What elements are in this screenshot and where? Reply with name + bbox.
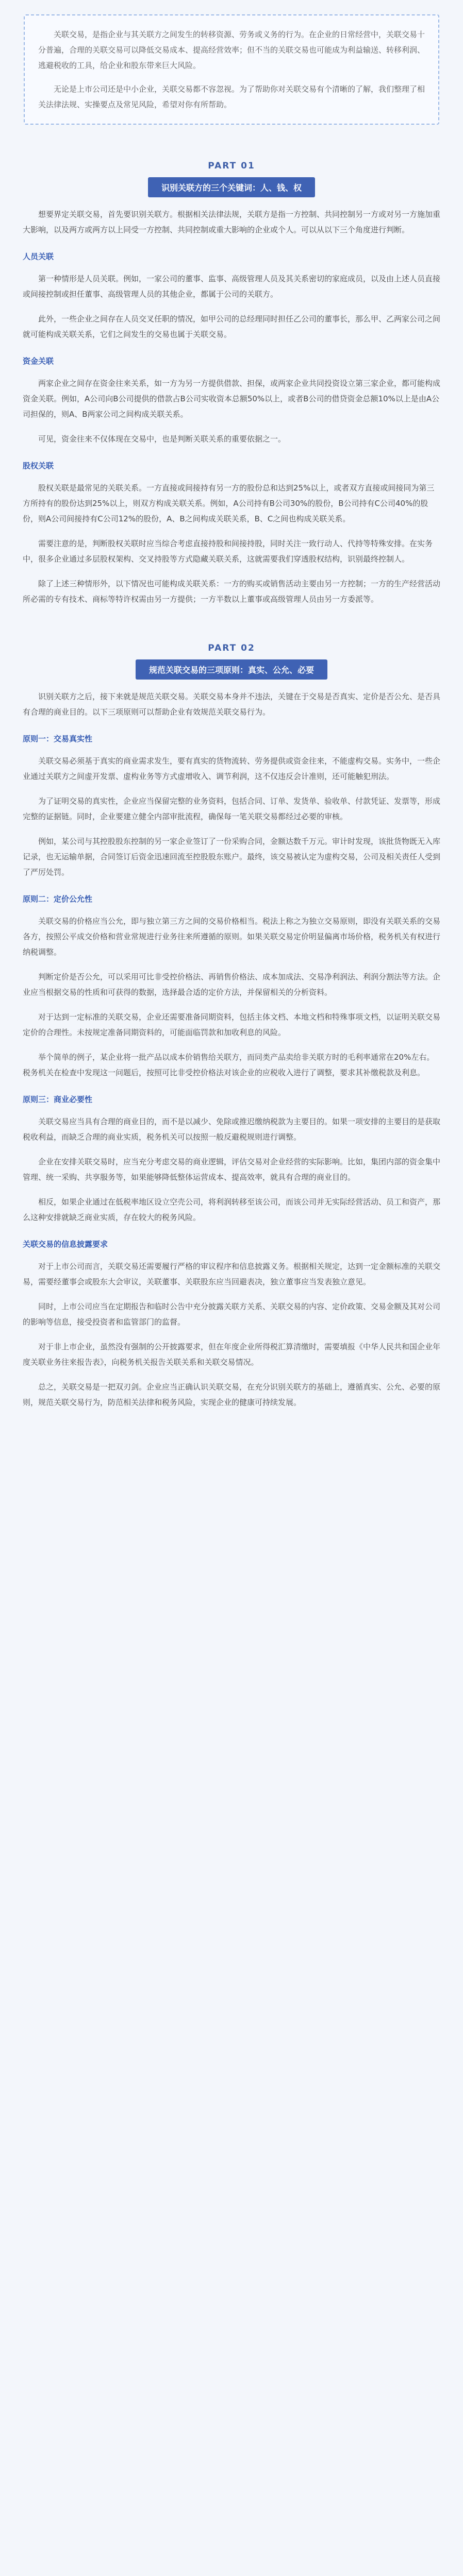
body-paragraph: 判断定价是否公允，可以采用可比非受控价格法、再销售价格法、成本加成法、交易净利润法、利润分割法等方法。企业应当根据交易的性质和可获得的数据，选择最合适的定价方法，并保留相关的分析资料。 [23, 972, 441, 997]
body-paragraph: 关联交易的价格应当公允，即与独立第三方之间的交易价格相当。税法上称之为独立交易原则，即没有关联关系的交易各方，按照公平成交价格和营业常规进行业务往来所遵循的原则。如果关联交易定价明显偏离市场价格，税务机关有权进行纳税调整。 [23, 917, 441, 957]
section-heading: 原则二：定价公允性 [23, 894, 93, 904]
body-paragraph: 股权关联是最常见的关联关系。一方直接或间接持有另一方的股份总和达到25%以上，或者双方直接或间接同为第三方所持有的股份达到25%以上，则双方构成关联关系。例如，A公司持有B公司30%的股份，B公司持有C公司40%的股份，则A公司间接持有C公司12%的股份，A、B之间构成关联关系，B、C之间也构成关联关系。 [23, 483, 435, 523]
body-paragraph: 对于达到一定标准的关联交易，企业还需要准备同期资料，包括主体文档、本地文档和特殊事项文档，以证明关联交易定价的合理性。未按规定准备同期资料的，可能面临罚款和加收利息的风险。 [23, 1012, 441, 1037]
part-title: 规范关联交易的三项原则：真实、公允、必要 [136, 659, 327, 680]
body-paragraph: 想要界定关联交易，首先要识别关联方。根据相关法律法规，关联方是指一方控制、共同控制另一方或对另一方施加重大影响，以及两方或两方以上同受一方控制、共同控制或重大影响的企业或个人。可以从以下三个角度进行判断。 [23, 210, 441, 234]
section-heading: 关联交易的信息披露要求 [23, 1240, 108, 1249]
section-heading: 资金关联 [23, 357, 54, 366]
body-paragraph: 举个简单的例子，某企业将一批产品以成本价销售给关联方，而同类产品卖给非关联方时的毛利率通常在20%左右。税务机关在检查中发现这一问题后，按照可比非受控价格法对该企业的应税收入进行了调整，要求其补缴税款及利息。 [23, 1053, 435, 1077]
part-1-header [0, 161, 463, 197]
body-paragraph: 此外，一些企业之间存在人员交叉任职的情况，如甲公司的总经理同时担任乙公司的董事长，那么甲、乙两家公司之间就可能构成关联关系，它们之间发生的交易也属于关联交易。 [23, 314, 441, 339]
body-paragraph: 识别关联方之后，接下来就是规范关联交易。关联交易本身并不违法，关键在于交易是否真实、定价是否公允、是否具有合理的商业目的。以下三项原则可以帮助企业有效规范关联交易行为。 [23, 692, 441, 717]
body-paragraph: 关联交易必须基于真实的商业需求发生，要有真实的货物流转、劳务提供或资金往来，不能虚构交易。实务中，一些企业通过关联方之间虚开发票、虚构业务等方式虚增收入、调节利润，这不仅违反会计准则，还可能触犯刑法。 [23, 756, 441, 781]
part-2-header [0, 643, 463, 680]
body-paragraph: 同时，上市公司应当在定期报告和临时公告中充分披露关联方关系、关联交易的内容、定价政策、交易金额及其对公司的影响等信息，接受投资者和监管部门的监督。 [23, 1302, 441, 1327]
body-paragraph: 可见，资金往来不仅体现在交易中，也是判断关联关系的重要依据之一。 [38, 434, 286, 444]
intro-paragraph: 关联交易，是指企业与其关联方之间发生的转移资源、劳务或义务的行为。在企业的日常经营中，关联交易十分普遍，合理的关联交易可以降低交易成本、提高经营效率；但不当的关联交易也可能成为利益输送、转移利润、逃避税收的工具，给企业和股东带来巨大风险。 [38, 30, 425, 70]
body-paragraph: 企业在安排关联交易时，应当充分考虑交易的商业逻辑，评估交易对企业经营的实际影响。比如，集团内部的资金集中管理、统一采购、共享服务等，如果能够降低整体运营成本、提高效率，就具有合理的商业目的。 [23, 1157, 441, 1182]
body-paragraph: 两家企业之间存在资金往来关系，如一方为另一方提供借款、担保，或两家企业共同投资设立第三家企业，都可能构成资金关联。例如，A公司向B公司提供的借款占B公司实收资本总额50%以上，或者B公司的借贷资金总额10%以上是由A公司担保的，则A、B两家公司之间构成关联关系。 [23, 379, 441, 419]
body-paragraph: 对于上市公司而言，关联交易还需要履行严格的审议程序和信息披露义务。根据相关规定，达到一定金额标准的关联交易，需要经董事会或股东大会审议，关联董事、关联股东应当回避表决，独立董事应当发表独立意见。 [23, 1262, 441, 1286]
body-paragraph: 第一种情形是人员关联。例如，一家公司的董事、监事、高级管理人员及其关系密切的家庭成员，以及由上述人员直接或间接控制或担任董事、高级管理人员的其他企业，都属于公司的关联方。 [23, 274, 441, 299]
section-heading: 原则三：商业必要性 [23, 1095, 93, 1104]
body-paragraph: 需要注意的是，判断股权关联时应当综合考虑直接持股和间接持股，同时关注一致行动人、代持等特殊安排。在实务中，很多企业通过多层股权架构、交叉持股等方式隐藏关联关系，这就需要我们穿透股权结构，识别最终控制人。 [23, 539, 433, 564]
section-heading: 股权关联 [23, 461, 54, 470]
body-paragraph: 除了上述三种情形外，以下情况也可能构成关联关系：一方的购买或销售活动主要由另一方控制；一方的生产经营活动所必需的专有技术、商标等特许权需由另一方提供；一方半数以上董事或高级管理人员由另一方委派等。 [23, 579, 441, 604]
part-1-body [0, 207, 463, 607]
body-paragraph: 对于非上市企业，虽然没有强制的公开披露要求，但在年度企业所得税汇算清缴时，需要填报《中华人民共和国企业年度关联业务往来报告表》，向税务机关报告关联关系和关联交易情况。 [23, 1342, 441, 1367]
intro-box [24, 14, 439, 125]
body-paragraph: 关联交易应当具有合理的商业目的，而不是以减少、免除或推迟缴纳税款为主要目的。如果一项安排的主要目的是获取税收利益，而缺乏合理的商业实质，税务机关可以按照一般反避税规则进行调整。 [23, 1117, 441, 1142]
part-label: PART 01 [208, 161, 255, 171]
body-paragraph: 相反，如果企业通过在低税率地区设立空壳公司，将利润转移至该公司，而该公司并无实际经营活动、员工和资产，那么这种安排就缺乏商业实质，存在较大的税务风险。 [23, 1197, 441, 1222]
intro-paragraph: 无论是上市公司还是中小企业，关联交易都不容忽视。为了帮助你对关联交易有个清晰的了解，我们整理了相关法律法规、实操要点及常见风险，希望对你有所帮助。 [38, 84, 425, 109]
part-title: 识别关联方的三个关键词：人、钱、权 [148, 177, 315, 197]
part-2-body [0, 689, 463, 1410]
part-label: PART 02 [208, 643, 255, 653]
section-heading: 人员关联 [23, 252, 54, 261]
body-paragraph: 例如，某公司与其控股股东控制的另一家企业签订了一份采购合同，金额达数千万元。审计时发现，该批货物既无入库记录，也无运输单据，合同签订后资金迅速回流至控股股东账户。最终，该交易被认定为虚构交易，公司及相关责任人受到了严厉处罚。 [23, 837, 441, 877]
section-heading: 原则一：交易真实性 [23, 734, 93, 743]
body-paragraph: 为了证明交易的真实性，企业应当保留完整的业务资料，包括合同、订单、发货单、验收单、付款凭证、发票等，形成完整的证据链。同时，企业要建立健全内部审批流程，确保每一笔关联交易都经过必要的审核。 [23, 796, 441, 821]
body-paragraph: 总之，关联交易是一把双刃剑。企业应当正确认识关联交易，在充分识别关联方的基础上，遵循真实、公允、必要的原则，规范关联交易行为，防范相关法律和税务风险，实现企业的健康可持续发展。 [23, 1382, 441, 1407]
